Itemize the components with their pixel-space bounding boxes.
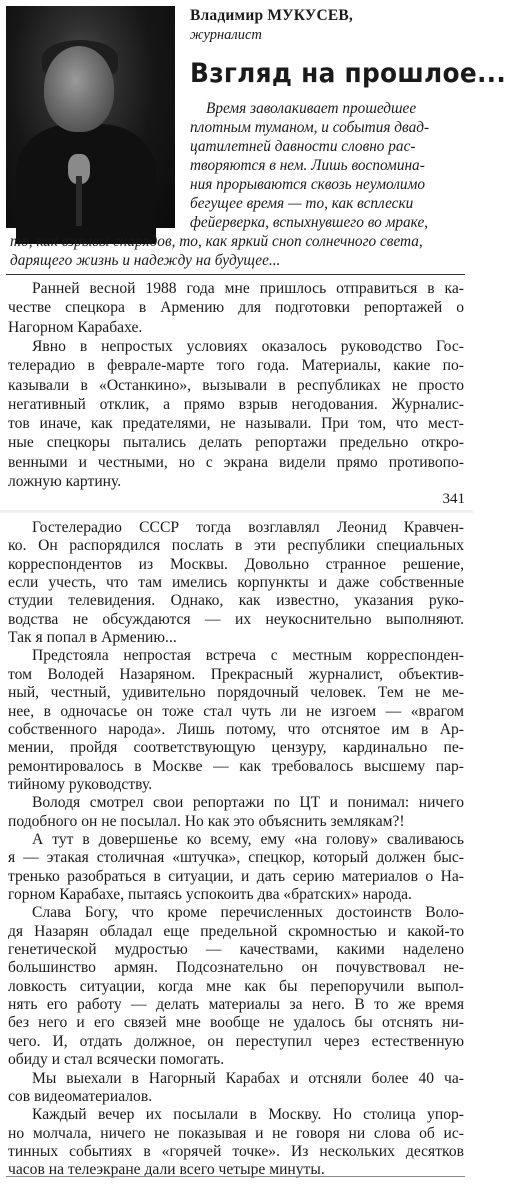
- epigraph-line: фейерверка, вспыхнувшего во мраке,: [190, 214, 429, 231]
- text-line: без него и его связей мне вообще не удалось бы отснять ни-: [8, 1014, 464, 1032]
- author-name: Владимир МУКУСЕВ,: [190, 7, 353, 24]
- text-line: ловкость ситуации, когда мне как бы перепоручили выпол-: [8, 977, 464, 995]
- text-line: Мы выехали в Нагорный Карабах и отсняли более 40 ча-: [32, 1069, 464, 1087]
- text-line: тов иначе, как предателями, не называли. При том, что мест-: [8, 415, 464, 433]
- text-line: дя Назарян обладал еще предельной скромностью и какой-то: [8, 922, 464, 940]
- text-line: водства не обсуждаются — их неукоснительно выполняют.: [8, 610, 464, 628]
- text-line: обиду и стал всячески помогать.: [8, 1051, 225, 1069]
- text-line: телерадио в феврале-марте того года. Материалы, какие по-: [8, 357, 464, 375]
- epigraph-line: плотным туманом, и события двад-: [190, 119, 430, 136]
- text-line: если учесть, что там имелись корпункты и даже собственные: [8, 574, 464, 592]
- text-line: нять его работу — делать материалы за него. В то же время: [8, 996, 464, 1014]
- article-title: Взгляд на прошлое...: [190, 58, 506, 89]
- text-line: большинство армян. Подсознательно он почувствовал не-: [8, 959, 464, 977]
- bottom-divider: [6, 1176, 465, 1177]
- text-line: собственного народа». Лишь потому, что отснятое им в Ар-: [8, 720, 464, 738]
- epigraph-line: цатилетней давности словно рас-: [190, 138, 416, 155]
- text-line: ные спецкоры пытались делать репортажи предельно откро-: [8, 434, 464, 452]
- text-line: ремонтировалось в Москве — как требовалось высшему пар-: [8, 757, 464, 775]
- text-line: венными и честными, но с экрана видели прямо противопо-: [8, 453, 464, 471]
- text-line: Слава Богу, что кроме перечисленных достоинств Воло-: [32, 904, 464, 922]
- text-line: Володя смотрел свои репортажи по ЦТ и понимал: ничего: [32, 794, 464, 812]
- text-line: Так я попал в Армению...: [8, 629, 177, 647]
- page-number: 341: [442, 491, 465, 507]
- text-line: мении, пройдя соответствующую цензуру, кардинально пе-: [8, 739, 464, 757]
- text-line: чего. И, отдать должное, он переступил через естественную: [8, 1032, 464, 1050]
- author-photo: [6, 6, 175, 228]
- text-line: я — этакая столичная «штучка», спецкор, который должен быс-: [8, 849, 464, 867]
- text-line: негативный отклик, а прямо взрыв негодования. Журналис-: [8, 395, 464, 413]
- text-line: студии телевидения. Однако, как известно, указания руко-: [8, 592, 464, 610]
- epigraph-line: бегущее время — то, как всплески: [190, 195, 414, 212]
- epigraph-line: ния прорываются сквозь неумолимо: [190, 176, 425, 193]
- text-line: Ранней весной 1988 года мне пришлось отправиться в ка-: [32, 280, 464, 297]
- text-line: казывали в «Останкино», вызывали в республиках не просто: [8, 376, 464, 394]
- text-line: нее, в одночасье он тоже стал чуть ли не изгоем — «врагом: [8, 702, 464, 720]
- text-line: Гостелерадио СССР тогда возглавлял Леонид Кравчен-: [32, 519, 464, 536]
- text-line: часов на телеэкране дали всего четыре минуты.: [8, 1161, 325, 1179]
- section-divider: [6, 274, 465, 275]
- epigraph-line: то, как взрывы снарядов, то, как яркий сноп солнечного света,: [10, 233, 423, 250]
- text-line: корреспондентов из Москвы. Довольно странное решение,: [8, 555, 464, 573]
- text-line: горном Карабахе, пытаясь успокоить два «братских» народа.: [8, 886, 412, 903]
- text-line: тренько разобраться в ситуации, и дать серию материалов о На-: [8, 867, 464, 885]
- text-line: честве спецкора в Армению для подготовки репортажей о: [8, 299, 464, 317]
- text-line: Каждый вечер их посылали в Москву. Но столица упор-: [32, 1106, 464, 1124]
- text-line: генетической мудростью — качествами, какими наделено: [8, 941, 464, 959]
- epigraph-line: творяются в нем. Лишь воспомина-: [190, 157, 425, 174]
- text-line: А тут в довершенье ко всему, ему «на голову» сваливаюсь: [32, 830, 464, 848]
- text-line: подобного он не посылал. Но как это объяснить землякам?!: [8, 812, 405, 830]
- text-line: Предстояла непростая встреча с местным корреспонден-: [32, 647, 464, 665]
- text-line: Явно в непростых условиях оказалось руководство Гос-: [32, 337, 464, 355]
- text-line: тийному руководству.: [8, 775, 153, 793]
- text-line: тинных событиях в «горячей точке». Из нескольких десятков: [8, 1142, 464, 1160]
- epigraph-line: дарящего жизнь и надежду на будущее...: [10, 252, 281, 269]
- epigraph-line: Время заволакивает прошедшее: [206, 100, 417, 117]
- text-line: том Володей Назаряном. Прекрасный журналист, объектив-: [8, 665, 464, 683]
- text-line: но молчала, ничего не показывая и не говоря ни слова об ис-: [8, 1124, 464, 1142]
- text-line: ложную картину.: [8, 473, 122, 490]
- text-line: Нагорном Карабахе.: [8, 318, 143, 336]
- text-line: сов видеоматериалов.: [8, 1087, 153, 1105]
- page-break: [0, 510, 473, 513]
- text-line: ный, честный, удивительно порядочный человек. Тем не ме-: [8, 684, 464, 702]
- author-role: журналист: [190, 27, 262, 43]
- text-line: ко. Он распорядился послать в эти республики специальных: [8, 537, 464, 555]
